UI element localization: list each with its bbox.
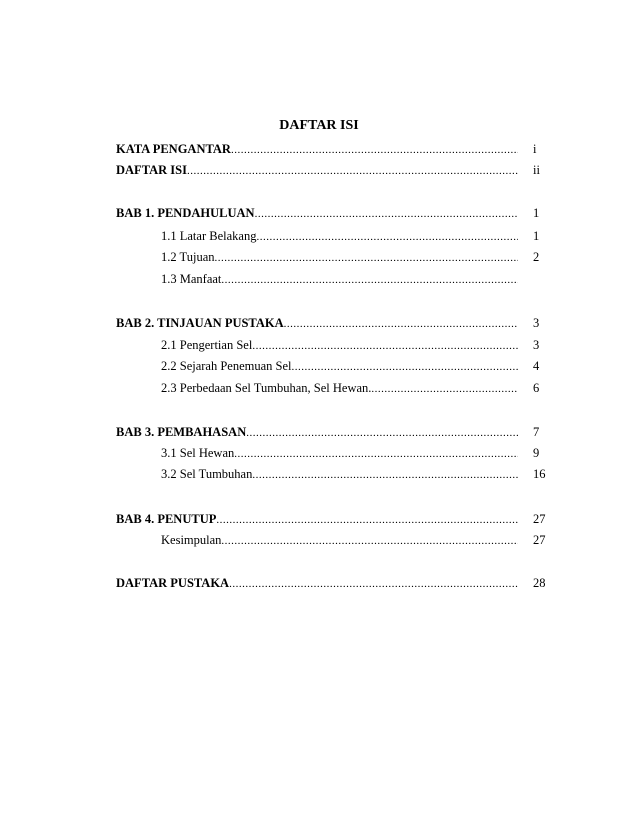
toc-entry-page: ii [533, 163, 540, 177]
toc-entry [116, 206, 518, 222]
toc-entry-label: DAFTAR PUSTAKA [116, 576, 230, 590]
toc-leader-dots [284, 318, 518, 330]
toc-entry-page: 7 [533, 425, 540, 439]
toc-entry-label: 2.1 Pengertian Sel [161, 338, 253, 352]
toc-entry-page: 9 [533, 446, 540, 460]
toc-entry-page: 1 [533, 229, 540, 243]
toc-leader-dots [255, 208, 518, 220]
toc-entry-label: Kesimpulan [161, 533, 222, 547]
toc-title: DAFTAR ISI [279, 118, 359, 133]
toc-entry-label: 1.2 Tujuan [161, 250, 215, 264]
toc-entry [161, 250, 518, 266]
toc-entry-label: BAB 1. PENDAHULUAN [116, 206, 255, 220]
toc-leader-dots [246, 427, 518, 439]
toc-entry [161, 229, 518, 245]
toc-leader-dots [221, 274, 518, 286]
toc-leader-dots [215, 252, 519, 264]
toc-entry-label: BAB 2. TINJAUAN PUSTAKA [116, 316, 284, 330]
toc-entry-label: 3.2 Sel Tumbuhan [161, 467, 253, 481]
toc-leader-dots [216, 514, 518, 526]
toc-leader-dots [229, 578, 518, 590]
toc-leader-dots [371, 383, 518, 395]
toc-leader-dots [252, 469, 518, 481]
toc-leader-dots [234, 448, 518, 460]
toc-entry-page: 4 [533, 359, 540, 373]
toc-leader-dots [256, 231, 518, 243]
toc-entry [116, 425, 518, 441]
toc-leader-dots [231, 144, 518, 156]
toc-entry-page: 1 [533, 206, 540, 220]
toc-entry [161, 533, 518, 549]
toc-entry [116, 163, 518, 179]
toc-entry-label: BAB 4. PENUTUP [116, 512, 217, 526]
toc-entry-page: 6 [533, 381, 540, 395]
toc-entry [116, 316, 518, 332]
toc-entry [116, 142, 518, 158]
toc-entry [161, 381, 518, 397]
toc-entry-page: 2 [533, 250, 540, 264]
toc-entry-label: KATA PENGANTAR [116, 142, 231, 156]
toc-entry [116, 512, 518, 528]
toc-entry-label: 3.1 Sel Hewan [161, 446, 235, 460]
toc-entry-label: 2.2 Sejarah Penemuan Sel [161, 359, 292, 373]
toc-entry [161, 338, 518, 354]
toc-entry-label: BAB 3. PEMBAHASAN [116, 425, 247, 439]
toc-entry-page: 27 [533, 533, 546, 547]
toc-entry-label: 1.3 Manfaat [161, 272, 222, 286]
toc-entry-page: i [533, 142, 537, 156]
toc-leader-dots [252, 340, 518, 352]
toc-entry-label: 1.1 Latar Belakang [161, 229, 257, 243]
toc-entry-page: 3 [533, 316, 540, 330]
toc-entry [161, 467, 518, 483]
toc-entry-page: 3 [533, 338, 540, 352]
toc-entry [161, 446, 518, 462]
toc-entry-label: 2.3 Perbedaan Sel Tumbuhan, Sel Hewan. [161, 381, 372, 395]
toc-leader-dots [292, 361, 518, 373]
toc-leader-dots [187, 165, 518, 177]
toc-entry [161, 359, 518, 375]
toc-entry-page: 27 [533, 512, 546, 526]
toc-entry-page: 16 [533, 467, 546, 481]
toc-entry [116, 576, 518, 592]
toc-entry-page: 28 [533, 576, 546, 590]
toc-entry-label: DAFTAR ISI [116, 163, 187, 177]
toc-leader-dots [221, 535, 518, 547]
toc-entry [161, 272, 518, 288]
